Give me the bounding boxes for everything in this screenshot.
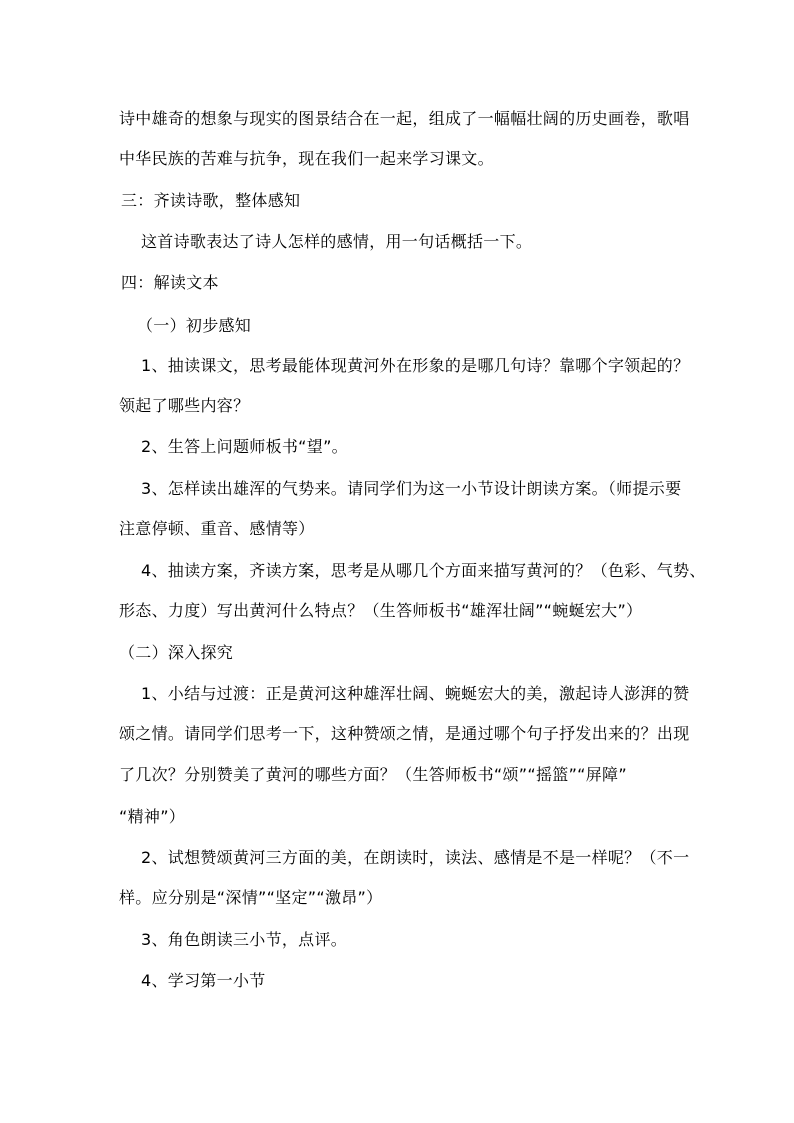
section-heading-4: 四：解读文本 [121,273,219,292]
item-4-line-2: 形态、力度）写出黄河什么特点？（生答师板书“雄浑壮阔”“蜿蜒宏大”） [119,601,643,620]
body-text-line-1: 诗中雄奇的想象与现实的图景结合在一起，组成了一幅幅壮阔的历史画卷，歌唱 [119,109,690,128]
item-7-line-1: 3、角色朗读三小节，点评。 [141,930,348,949]
item-2-line-1: 2、生答上问题师板书“望”。 [141,437,348,456]
item-3-line-1: 3、怎样读出雄浑的气势来。请同学们为这一小节设计朗读方案。（师提示要 [141,479,682,498]
item-8-line-1: 4、学习第一小节 [141,971,266,990]
item-5-line-2: 颂之情。请同学们思考一下，这种赞颂之情，是通过哪个句子抒发出来的？出现 [119,724,690,743]
subsection-heading-2: （二）深入探究 [119,643,234,662]
body-text-line-2: 中华民族的苦难与抗争，现在我们一起来学习课文。 [119,149,494,168]
item-3-line-2: 注意停顿、重音、感情等） [119,519,315,538]
item-5-line-3: 了几次？分别赞美了黄河的哪些方面？（生答师板书“颂”“摇篮”“屏障” [119,765,627,784]
section-heading-3: 三：齐读诗歌，整体感知 [121,191,301,210]
item-5-line-4: “精神”） [119,807,186,826]
item-6-line-1: 2、试想赞颂黄河三方面的美，在朗读时，读法、感情是不是一样呢？（不一 [141,848,690,867]
item-4-line-1: 4、抽读方案，齐读方案，思考是从哪几个方面来描写黄河的？（色彩、气势、 [141,561,706,580]
body-text-line-4: 这首诗歌表达了诗人怎样的感情，用一句话概括一下。 [141,232,533,251]
item-1-line-2: 领起了哪些内容？ [119,396,250,415]
item-5-line-1: 1、小结与过渡：正是黄河这种雄浑壮阔、蜿蜒宏大的美，激起诗人澎湃的赞 [141,684,690,703]
subsection-heading-1: （一）初步感知 [137,316,252,335]
item-1-line-1: 1、抽读课文，思考最能体现黄河外在形象的是哪几句诗？靠哪个字领起的？ [141,356,690,375]
item-6-line-2: 样。应分别是“深情”“坚定”“激昂”） [119,888,383,907]
